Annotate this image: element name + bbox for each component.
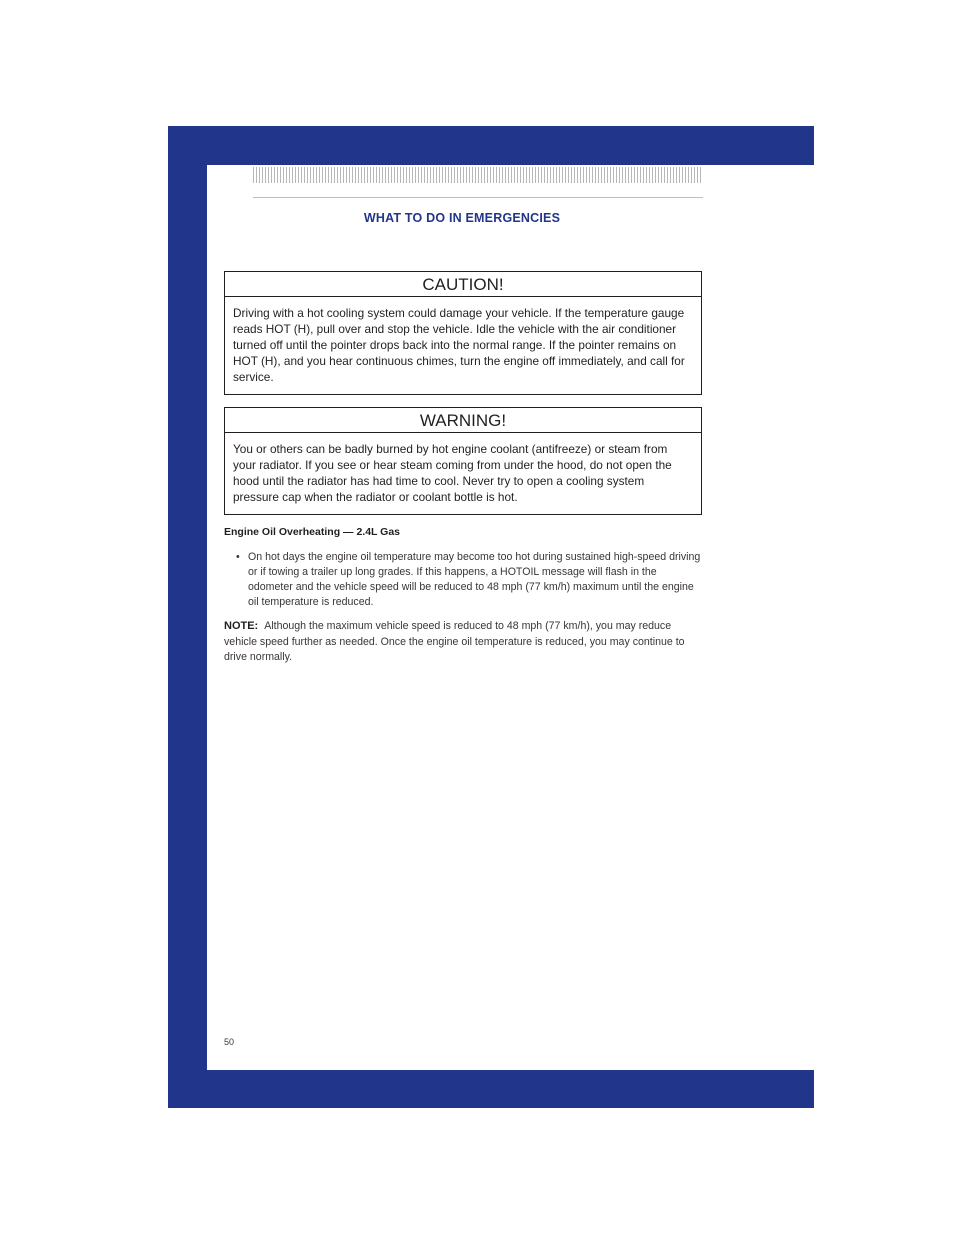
- engine-oil-bullet-list: [234, 550, 704, 610]
- page-number: 50: [224, 1037, 235, 1047]
- engine-oil-heading: Engine Oil Overheating — 2.4L Gas: [224, 526, 401, 538]
- warning-box: [224, 407, 702, 515]
- bullet-icon: •: [236, 551, 240, 563]
- header-rule: [253, 197, 703, 198]
- bullet-text: On hot days the engine oil temperature may become too hot during sustained high-speed driving or if towing a trailer up long grades. If this happens, a HOTOIL message will flash in the odometer and the vehicle speed will be reduced to 48 mph (77 km/h) maximum until the engine oil temperature is reduced.: [248, 551, 701, 608]
- warning-body: You or others can be badly burned by hot engine coolant (antifreeze) or steam from your radiator. If you see or hear steam coming from under the hood, do not open the hood until the radiator has had time to cool. Never try to open a cooling system pressure cap when the radiator or coolant bottle is hot.: [233, 442, 672, 504]
- caution-title: CAUTION!: [225, 272, 701, 297]
- section-title: WHAT TO DO IN EMERGENCIES: [363, 211, 561, 225]
- note-text: Although the maximum vehicle speed is reduced to 48 mph (77 km/h), you may reduce vehicle speed further as needed. Once the engine oil temperature is reduced, you may continue to drive normally.: [224, 620, 685, 663]
- caution-body: Driving with a hot cooling system could damage your vehicle. If the temperature gauge reads HOT (H), pull over and stop the vehicle. Idle the vehicle with the air conditioner turned off until the pointer drops back into the normal range. If the pointer remains on HOT (H), and you hear continuous chimes, turn the engine off immediately, and call for service.: [233, 306, 685, 384]
- note-label: NOTE:: [224, 620, 259, 632]
- list-item: [234, 550, 704, 610]
- warning-title: WARNING!: [225, 408, 701, 433]
- note-paragraph: [224, 619, 704, 666]
- decorative-tick-strip: [253, 167, 703, 183]
- caution-box: [224, 271, 702, 395]
